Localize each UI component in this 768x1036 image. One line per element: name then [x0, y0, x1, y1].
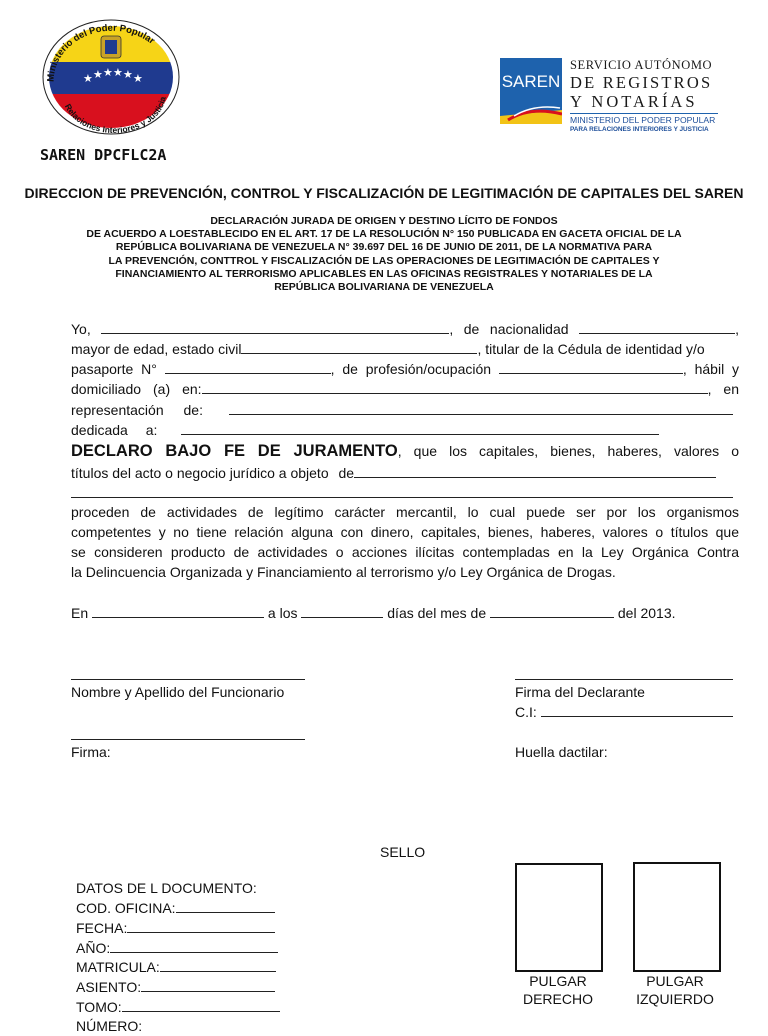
de2-label: de — [338, 465, 355, 481]
fecha-label: FECHA: — [76, 920, 128, 936]
doc-code: SAREN DPCFLC2A — [40, 146, 167, 164]
date-days-field[interactable] — [301, 603, 383, 618]
form-line-name — [71, 319, 739, 339]
mayor-edad-label: mayor de edad, estado civil — [71, 341, 242, 357]
svg-text:★: ★ — [93, 68, 103, 81]
date-year-label: del 2013. — [617, 605, 676, 621]
domicilio-field[interactable] — [202, 379, 708, 394]
tomo-field[interactable] — [122, 997, 280, 1012]
funcionario-signature-line[interactable] — [71, 679, 305, 680]
cod-oficina-label: COD. OFICINA: — [76, 900, 176, 916]
huella-label: Huella dactilar: — [515, 744, 608, 760]
anio-field[interactable] — [110, 938, 278, 953]
tomo-label: TOMO: — [76, 999, 122, 1015]
paragraph-line: la Delincuencia Organizada y Financiamiento al terrorismo y/o Ley Orgánica de Drogas. — [71, 564, 616, 580]
habil-label: , hábil y — [682, 361, 740, 377]
declarante-signature-line[interactable] — [515, 679, 733, 680]
seal-text-bottom: Relaciones Interiores y Justicia — [62, 95, 168, 136]
ci-label: C.I: — [515, 704, 537, 720]
matricula-row — [76, 957, 276, 977]
representacion-field[interactable] — [229, 400, 733, 415]
yo-label: Yo, — [71, 321, 91, 337]
subtitle-line: REPÚBLICA BOLIVARIANA DE VENEZUELA — [274, 281, 494, 294]
org-line-1: SERVICIO AUTÓNOMO — [570, 58, 713, 72]
subtitle-block — [60, 215, 708, 294]
svg-text:★: ★ — [103, 66, 113, 79]
subtitle-line: LA PREVENCIÓN, CONTTROL Y FISCALIZACIÓN DE LAS OPERACIONES DE LEGITIMACIÓN DE CAPITALES Y — [108, 254, 660, 267]
subtitle-line: DECLARACIÓN JURADA DE ORIGEN Y DESTINO LÍCITO DE FONDOS — [210, 215, 558, 227]
fecha-field[interactable] — [127, 918, 275, 933]
form-line-representation — [71, 400, 739, 420]
subtitle-line: REPÚBLICA BOLIVARIANA DE VENEZUELA N° 39.697 DEL 16 DE JUNIO DE 2011, DE LA NORMATIVA PARA — [115, 241, 653, 254]
left-thumb-caption — [616, 972, 734, 1008]
svg-text:★: ★ — [113, 66, 123, 79]
asiento-label: ASIENTO: — [76, 979, 142, 995]
asiento-row — [76, 977, 275, 997]
ci-field[interactable] — [541, 702, 733, 717]
titular-label: , titular de la Cédula de identidad y/o — [477, 341, 705, 357]
tomo-row — [76, 997, 280, 1017]
comma: , — [735, 321, 740, 337]
left-thumb-l1: PULGAR — [646, 973, 704, 989]
org-line-5: PARA RELACIONES INTERIORES Y JUSTICIA — [570, 126, 709, 133]
comma: , — [397, 443, 402, 459]
svg-text:★: ★ — [83, 72, 93, 85]
left-thumb-box[interactable] — [633, 862, 721, 972]
date-alos-label: a los — [267, 605, 298, 621]
form-line-domicile — [71, 379, 739, 399]
date-month-field[interactable] — [490, 603, 614, 618]
cod-oficina-row — [76, 898, 275, 918]
profesion-field[interactable] — [499, 359, 683, 374]
form-line-date — [71, 603, 739, 623]
right-thumb-l1: PULGAR — [529, 973, 587, 989]
pasaporte-field[interactable] — [165, 359, 331, 374]
a-label: a: — [145, 422, 158, 438]
ministry-seal — [38, 16, 184, 138]
objeto-field-continued[interactable] — [71, 497, 733, 498]
seal-text-top: Ministerio del Poder Popular — [45, 22, 157, 83]
saren-logo-word: SAREN — [501, 72, 561, 91]
firma-label: Firma: — [71, 744, 111, 760]
date-en-label: En — [71, 605, 89, 621]
subtitle-line: DE ACUERDO A LOESTABLECIDO EN EL ART. 17 DE LA RESOLUCIÓN N° 150 PUBLICADA EN GACETA OFICIAL DE LA — [86, 228, 682, 241]
form-line-passport — [71, 359, 739, 379]
ci-row — [515, 702, 733, 722]
estado-civil-field[interactable] — [241, 339, 477, 354]
nacionalidad-label: , de nacionalidad — [449, 321, 569, 337]
svg-text:★: ★ — [123, 68, 133, 81]
page-title: DIRECCION DE PREVENCIÓN, CONTROL Y FISCALIZACIÓN DE LEGITIMACIÓN DE CAPITALES DEL SAREN — [24, 185, 744, 201]
org-line-3: Y NOTARÍAS — [570, 92, 698, 111]
cod-oficina-field[interactable] — [176, 898, 275, 913]
org-line-2: DE REGISTROS — [570, 73, 713, 92]
matricula-field[interactable] — [160, 957, 276, 972]
numero-label: NÚMERO: — [76, 1018, 143, 1034]
ministry-seal-graphic — [38, 16, 184, 138]
dedicada-field[interactable] — [181, 420, 659, 435]
svg-text:★: ★ — [133, 72, 143, 85]
org-name — [570, 58, 718, 134]
right-thumb-l2: DERECHO — [522, 991, 593, 1007]
matricula-label: MATRICULA: — [76, 959, 160, 975]
paragraph-line: competentes y no tiene relación alguna con dinero, capitales, bienes, haberes, valores o títulos que — [71, 524, 739, 540]
form-line-dedicated — [71, 420, 739, 440]
sello-label: SELLO — [380, 844, 426, 860]
declaro-heading: DECLARO BAJO FE DE JURAMENTO — [71, 442, 398, 460]
fecha-row — [76, 918, 275, 938]
pasaporte-label: pasaporte N° — [71, 361, 157, 377]
saren-logo — [500, 58, 562, 124]
org-divider — [570, 113, 718, 114]
numero-row — [76, 1016, 142, 1036]
org-line-4: MINISTERIO DEL PODER POPULAR — [570, 115, 716, 125]
anio-label: AÑO: — [76, 940, 111, 956]
right-thumb-box[interactable] — [515, 863, 603, 972]
funcionario-label: Nombre y Apellido del Funcionario — [71, 684, 285, 700]
paragraph-line: se consideren producto de actividades o acciones ilícitas contempladas en la Ley Orgánica Contra — [71, 544, 739, 560]
firma-signature-line[interactable] — [71, 739, 305, 740]
left-thumb-l2: IZQUIERDO — [636, 991, 714, 1007]
form-line-titulos — [71, 463, 739, 483]
document-data-heading: DATOS DE L DOCUMENTO: — [76, 880, 257, 896]
profesion-label: , de profesión/ocupación — [330, 361, 492, 377]
en-label: , en — [707, 381, 739, 397]
representacion-label: representación — [71, 402, 164, 418]
name-field[interactable] — [101, 319, 449, 334]
nacionalidad-field[interactable] — [579, 319, 735, 334]
paragraph-line: proceden de actividades de legítimo carácter mercantil, lo cual puede ser por los organismos — [71, 504, 739, 520]
form-line-declaro — [71, 441, 739, 461]
declaro-rest: que los capitales, bienes, haberes, valores o — [413, 443, 740, 459]
de-label: de: — [183, 402, 203, 418]
objeto-field[interactable] — [354, 463, 716, 478]
right-thumb-caption — [500, 972, 616, 1008]
form-line-civil — [71, 339, 739, 359]
date-place-field[interactable] — [92, 603, 264, 618]
domiciliado-label: domiciliado (a) en: — [71, 381, 202, 397]
date-dias-label: días del mes de — [387, 605, 487, 621]
titulos-label: títulos del acto o negocio jurídico a objeto — [71, 465, 329, 481]
asiento-field[interactable] — [141, 977, 275, 992]
dedicada-label: dedicada — [71, 422, 128, 438]
subtitle-line: FINANCIAMIENTO AL TERRORISMO APLICABLES EN LAS OFICINAS REGISTRALES Y NOTARIALES DE LA — [115, 267, 653, 280]
firma-declarante-label: Firma del Declarante — [515, 684, 645, 700]
anio-row — [76, 938, 278, 958]
